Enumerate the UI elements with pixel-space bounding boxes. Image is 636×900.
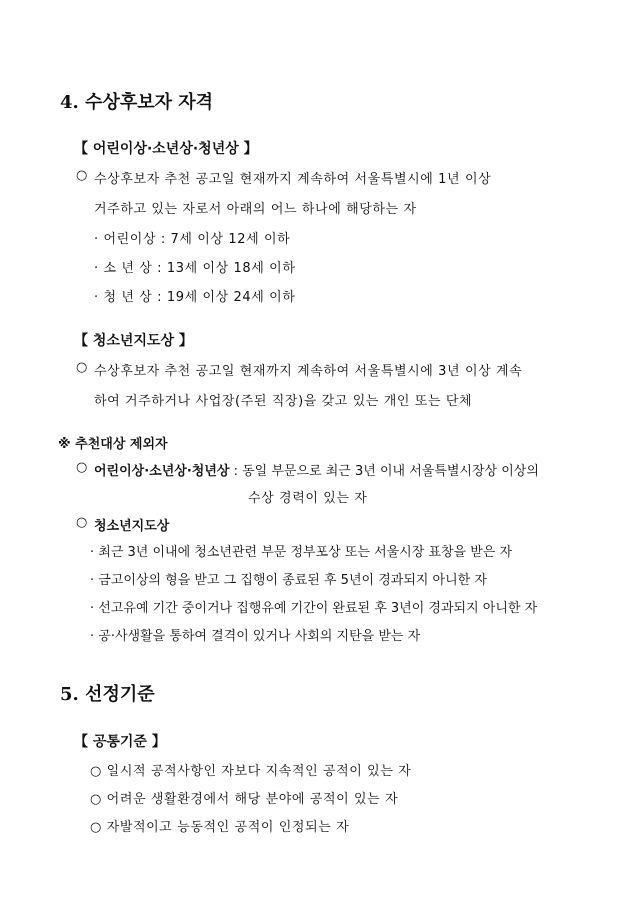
eligibility-line-1: 수상후보자 추천 공고일 현재까지 계속하여 서울특별시에 1년 이상: [94, 172, 492, 187]
age-range-child: · 어린이상 : 7세 이상 12세 이하: [94, 232, 291, 247]
age-range-boy: · 소 년 상 : 13세 이상 18세 이하: [94, 261, 296, 276]
exclusion-item-1-label: 어린이상·소년상·청년상: [94, 464, 230, 479]
exclusion-instructor-line: · 선고유예 기간 중이거나 집행유예 기간이 완료된 후 3년이 경과되지 아니한 자: [90, 601, 538, 616]
instructor-eligibility-line-1: 수상후보자 추천 공고일 현재까지 계속하여 서울특별시에 3년 이상 계속: [94, 364, 523, 379]
instructor-award-header: 【 청소년지도상 】: [74, 333, 193, 349]
section-4-title: 4. 수상후보자 자격: [60, 92, 214, 113]
instructor-eligibility-line-2: 하여 거주하거나 사업장(주된 직장)을 갖고 있는 개인 또는 단체: [94, 394, 473, 409]
exclusion-header: ※ 추천대상 제외자: [58, 437, 168, 452]
criteria-item: ○ 일시적 공적사항인 자보다 지속적인 공적이 있는 자: [90, 764, 412, 779]
exclusion-instructor-line: · 공·사생활을 통하여 결격이 있거나 사회의 지탄을 받는 자: [90, 629, 421, 644]
bullet-circle: ○: [76, 168, 88, 183]
criteria-item: ○ 어려운 생활환경에서 해당 분야에 공적이 있는 자: [90, 792, 399, 807]
exclusion-item-1-text-cont: 수상 경력이 있는 자: [248, 491, 368, 506]
common-criteria-header: 【 공통기준 】: [74, 734, 166, 750]
exclusion-instructor-line: · 금고이상의 형을 받고 그 집행이 종료된 후 5년이 경과되지 아니한 자: [90, 573, 487, 588]
age-range-youth: · 청 년 상 : 19세 이상 24세 이하: [94, 290, 296, 305]
exclusion-instructor-line: · 최근 3년 이내에 청소년관련 부문 정부포상 또는 서울시장 표창을 받은 자: [90, 545, 513, 560]
criteria-item: ○ 자발적이고 능동적인 공적이 인정되는 자: [90, 820, 350, 835]
bullet-circle: ○: [76, 460, 88, 475]
exclusion-item-1-text: : 동일 부문으로 최근 3년 이내 서울특별시장상 이상의: [233, 464, 539, 479]
bullet-circle: ○: [76, 360, 88, 375]
section-5-title: 5. 선정기준: [60, 684, 155, 705]
exclusion-item-1-line: [94, 460, 539, 479]
bullet-circle: ○: [76, 515, 88, 530]
child-youth-award-header: 【 어린이상·소년상·청년상 】: [74, 141, 258, 157]
exclusion-item-2-label: 청소년지도상: [94, 519, 170, 534]
eligibility-line-2: 거주하고 있는 자로서 아래의 어느 하나에 해당하는 자: [94, 202, 417, 217]
